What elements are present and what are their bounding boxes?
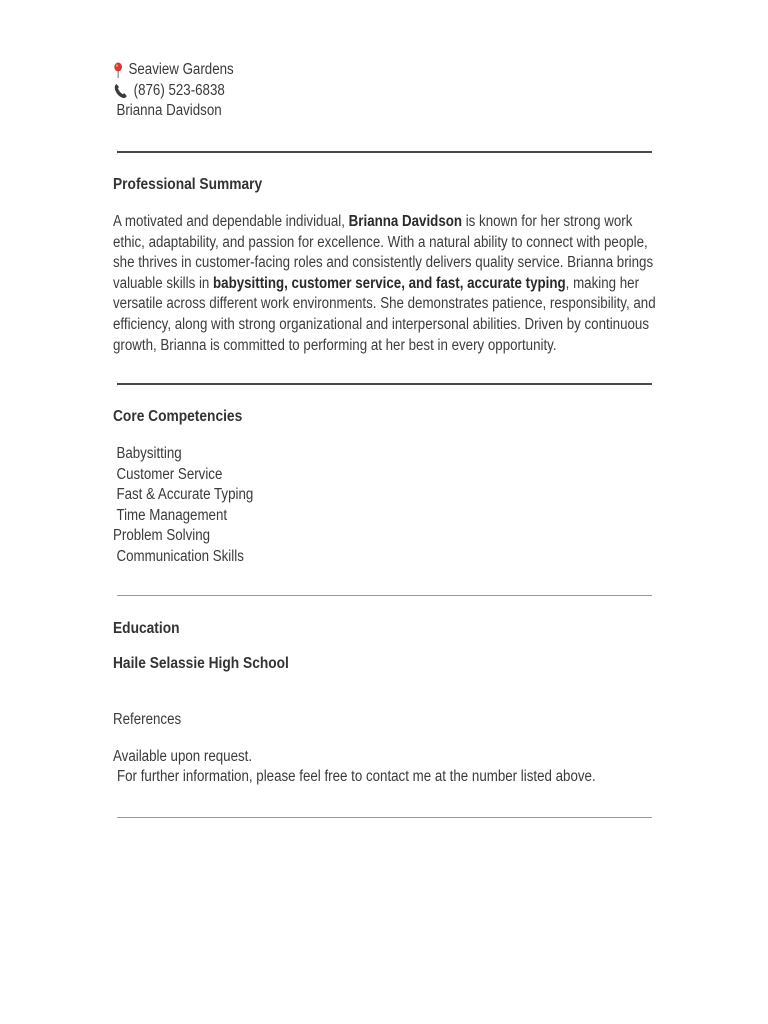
list-item: Fast & Accurate Typing: [116, 486, 254, 503]
references-line-2: For further information, please feel free to contact me at the number listed above.: [117, 768, 596, 785]
pin-icon: [113, 62, 123, 78]
divider: [117, 383, 652, 385]
summary-bold-skills: babysitting, customer service, and fast, accurate typing: [213, 274, 566, 292]
phone-icon: [113, 83, 128, 99]
summary-text-1: A motivated and dependable individual,: [113, 213, 349, 230]
list-item: Communication Skills: [116, 547, 244, 565]
location-line: [113, 60, 234, 81]
section-heading-education: Education: [113, 620, 180, 637]
list-item: Problem Solving: [113, 527, 211, 544]
location-text: Seaview Gardens: [128, 61, 234, 78]
list-item: Babysitting: [116, 445, 182, 462]
phone-line: [113, 81, 234, 102]
section-heading-summary: Professional Summary: [113, 176, 263, 193]
summary-text-2: is known for her strong work ethic, adaptability, and passion for excellence. With a natural ability to connect with people, she thrives in customer-facing roles and consistently delivers quality service. Brianna brings valuable skills in: [113, 213, 654, 292]
summary-bold-name: Brianna Davidson: [348, 213, 463, 230]
divider: [117, 817, 652, 818]
list-item: Time Management: [116, 506, 228, 524]
list-item: Customer Service: [116, 465, 223, 483]
references-line-1: Available upon request.: [113, 748, 253, 765]
divider: [117, 151, 652, 153]
contact-block: [113, 60, 253, 122]
phone-text: (876) 523-6838: [133, 81, 225, 99]
school-name: Haile Selassie High School: [113, 655, 289, 672]
contact-name: Brianna Davidson: [116, 102, 222, 119]
divider: [117, 595, 652, 596]
summary-text-3: , making her versatile across different work environments. She demonstrates patience, responsibility, and efficiency, along with strong organizational and interpersonal abilities. Driven by continuous growth, Brianna is committed to performing at her best in every opportunity.: [113, 274, 656, 354]
section-heading-references: References: [113, 711, 182, 728]
summary-paragraph: [113, 212, 660, 356]
competency-list: [113, 444, 253, 567]
section-heading-competencies: Core Competencies: [113, 408, 243, 425]
